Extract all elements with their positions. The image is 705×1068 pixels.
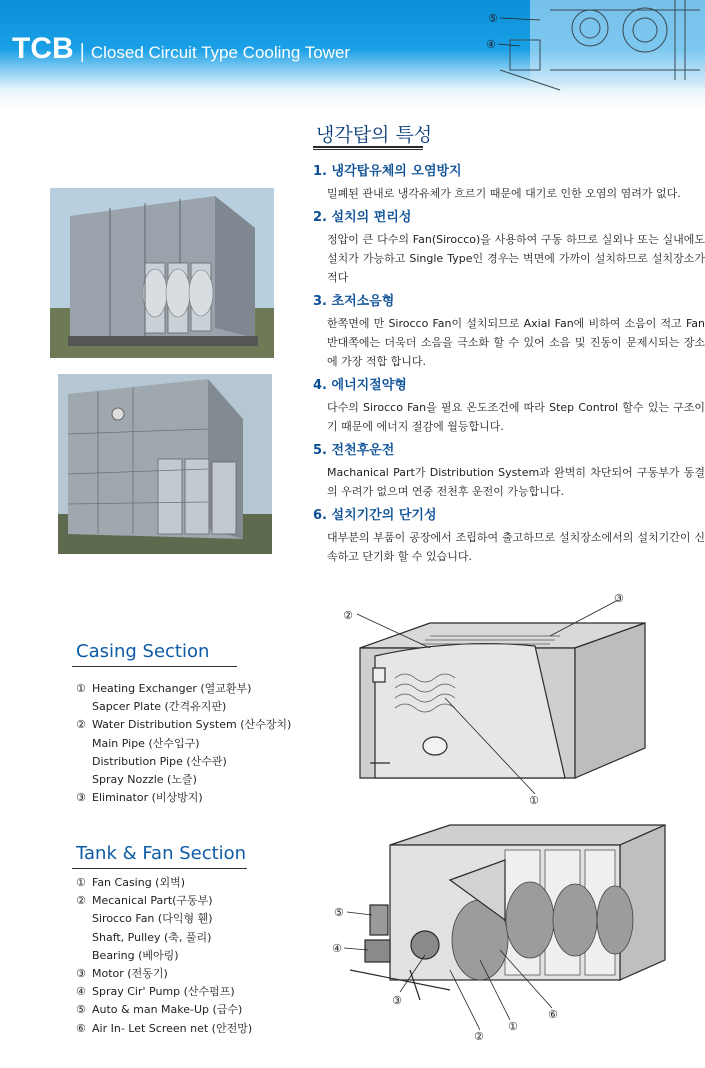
features-title: 냉각탑의 특성 — [316, 124, 433, 146]
list-item: Main Pipe (산수입구) — [92, 736, 200, 750]
list-item: ① Heating Exchanger (열교환부) — [76, 682, 252, 695]
list-item: ④ Spray Cir' Pump (산수펌프) — [76, 985, 235, 999]
casing-section-list — [76, 680, 291, 807]
fan-callout-2: ② — [474, 1030, 484, 1043]
casing-callout-3: ③ — [614, 592, 624, 605]
list-item: ⑤ Auto & man Make-Up (급수) — [76, 1003, 243, 1017]
feature-body: 밀폐된 관내로 냉각유체가 흐르기 때문에 대기로 인한 오염의 염려가 없다. — [327, 187, 681, 200]
feature-body: 다수의 Sirocco Fan을 필요 온도조건에 따라 Step Control 할수 있는 구조이기 때문에 에너지 절감에 월등합니다. — [327, 401, 705, 433]
list-item: ③ Motor (전동기) — [76, 967, 168, 981]
list-item: ③ Eliminator (비상방지) — [76, 791, 203, 805]
list-item: Sirocco Fan (다익형 휀) — [92, 912, 213, 926]
feature-heading: 5. 전천후운전 — [313, 443, 395, 458]
tank-fan-section-diagram — [330, 820, 675, 1045]
casing-section-title: Casing Section — [76, 641, 210, 662]
casing-section-diagram — [335, 588, 655, 810]
list-item: Bearing (베아링) — [92, 948, 179, 962]
list-item: ② Mecanical Part(구동부) — [76, 894, 213, 908]
list-item: Sapcer Plate (간격유지판) — [92, 700, 227, 714]
features-title-rule-2 — [313, 149, 423, 150]
casing-section-rule — [72, 666, 237, 667]
tank-fan-section-list — [76, 874, 252, 1038]
fan-callout-1: ① — [508, 1020, 518, 1033]
cooling-tower-photo-2 — [58, 374, 272, 554]
tank-fan-section-rule — [72, 868, 247, 869]
feature-body: 한쪽면에 만 Sirocco Fan이 설치되므로 Axial Fan에 비하여 소음이 적고 Fan 반대쪽에는 더욱더 소음을 극소화 할 수 있어 소음 및 진동이 문제시되는 장소에 가장 적합 합니다. — [327, 317, 705, 368]
header-callout-4: ④ — [486, 38, 496, 51]
feature-item-2 — [313, 209, 705, 287]
features-title-rule — [313, 146, 423, 148]
list-item: ⑥ Air In- Let Screen net (안전망) — [76, 1021, 253, 1035]
list-item: ① Fan Casing (외벽) — [76, 876, 186, 889]
feature-heading: 2. 설치의 편리성 — [313, 210, 412, 225]
feature-heading: 3. 초저소음형 — [313, 294, 395, 309]
list-item: Spray Nozzle (노즐) — [92, 773, 197, 787]
page-title — [12, 32, 350, 66]
fan-callout-4: ④ — [332, 942, 342, 955]
cooling-tower-photo-1 — [50, 188, 274, 358]
feature-item-5 — [313, 442, 705, 501]
feature-heading: 1. 냉각탑유체의 오염방지 — [313, 164, 462, 179]
feature-body: 대부분의 부품이 공장에서 조립하여 출고하므로 설치장소에서의 설치기간이 신속하고 단기화 할 수 있습니다. — [327, 531, 705, 563]
fan-callout-6: ⑥ — [548, 1008, 558, 1021]
casing-callout-1: ① — [529, 794, 539, 807]
feature-heading: 4. 에너지절약형 — [313, 378, 407, 393]
feature-item-4 — [313, 377, 705, 436]
feature-heading: 6. 설치기간의 단기성 — [313, 508, 437, 523]
feature-item-6 — [313, 507, 705, 566]
feature-item-3 — [313, 293, 705, 371]
list-item: Shaft, Pulley (축, 풀리) — [92, 930, 212, 944]
fan-callout-5: ⑤ — [334, 906, 344, 919]
feature-item-1 — [313, 163, 705, 203]
title-subtitle: Closed Circuit Type Cooling Tower — [90, 43, 351, 62]
title-separator: | — [79, 41, 85, 63]
feature-body: 정압이 큰 다수의 Fan(Sirocco)을 사용하여 구동 하므로 실외나 또는 실내에도 설치가 가능하고 Single Type인 경우는 벽면에 가까이 설치하므로 설치장소가 적다 — [327, 233, 705, 284]
tank-fan-section-title: Tank & Fan Section — [76, 843, 247, 864]
fan-callout-3: ③ — [392, 994, 402, 1007]
feature-body: Machanical Part가 Distribution System과 완벽히 차단되어 구동부가 동결의 우려가 없으며 연중 전천후 운전이 가능합니다. — [327, 466, 705, 498]
features-list — [313, 163, 705, 572]
model-code: TCB — [12, 32, 74, 65]
casing-callout-2: ② — [343, 609, 353, 622]
list-item: Distribution Pipe (산수관) — [92, 754, 227, 768]
header-callout-5: ⑤ — [488, 12, 498, 25]
header-machinery-illustration — [470, 0, 705, 105]
list-item: ② Water Distribution System (산수장치) — [76, 718, 292, 732]
